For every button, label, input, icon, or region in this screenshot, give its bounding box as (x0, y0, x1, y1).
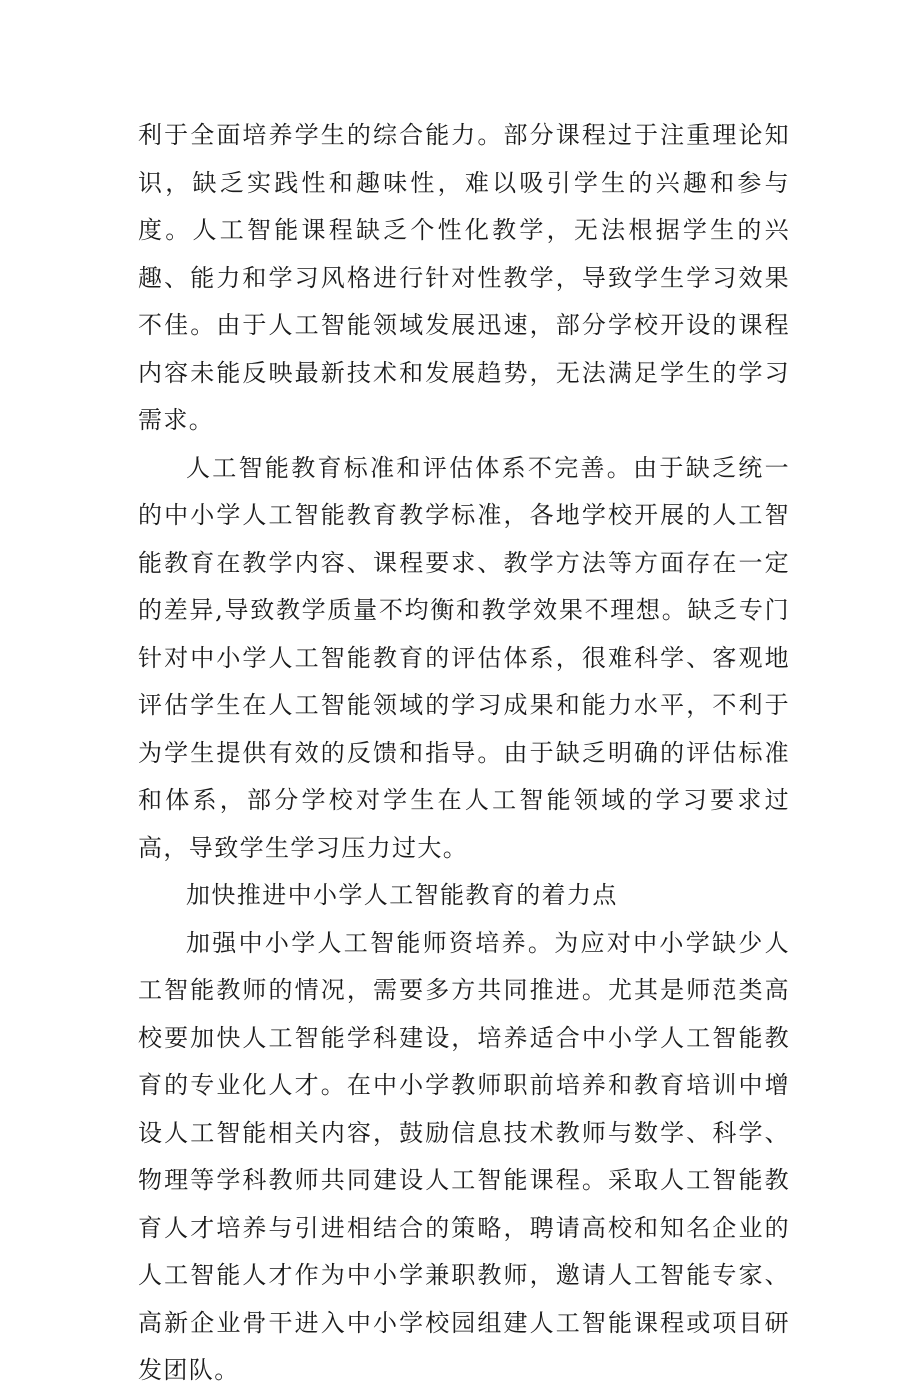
paragraph-teacher-training: 加强中小学人工智能师资培养。为应对中小学缺少人工智能教师的情况，需要多方共同推进。尤其是师范类高校要加快人工智能学科建设，培养适合中小学人工智能教育的专业化人才。在中小学教师职前培养和教育培训中增设人工智能相关内容，鼓励信息技术教师与数学、科学、物理等学科教师共同建设人工智能课程。采取人工智能教育人才培养与引进相结合的策略，聘请高校和知名企业的人工智能人才作为中小学兼职教师，邀请人工智能专家、高新企业骨干进入中小学校园组建人工智能课程或项目研发团队。 (138, 928, 790, 1384)
section-heading: 加快推进中小学人工智能教育的着力点 (186, 881, 618, 909)
document-body (138, 112, 790, 1395)
paragraph-standards-evaluation: 人工智能教育标准和评估体系不完善。由于缺乏统一的中小学人工智能教育教学标准，各地学校开展的人工智能教育在教学内容、课程要求、教学方法等方面存在一定的差异,导致教学质量不均衡和教学效果不理想。缺乏专门针对中小学人工智能教育的评估体系，很难科学、客观地评估学生在人工智能领域的学习成果和能力水平，不利于为学生提供有效的反馈和指导。由于缺乏明确的评估标准和体系，部分学校对学生在人工智能领域的学习要求过高，导致学生学习压力过大。 (138, 453, 790, 862)
paragraph-curriculum-issues: 利于全面培养学生的综合能力。部分课程过于注重理论知识，缺乏实践性和趣味性，难以吸引学生的兴趣和参与度。人工智能课程缺乏个性化教学，无法根据学生的兴趣、能力和学习风格进行针对性教学，导致学生学习效果不佳。由于人工智能领域发展迅速，部分学校开设的课程内容未能反映最新技术和发展趋势，无法满足学生的学习需求。 (138, 121, 790, 434)
